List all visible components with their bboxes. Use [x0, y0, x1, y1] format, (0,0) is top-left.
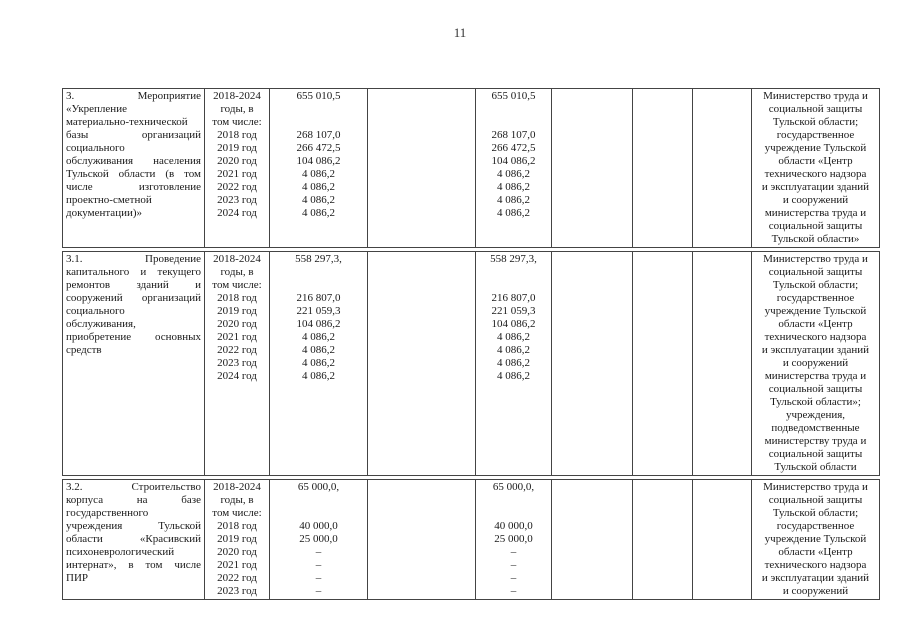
period-line: 2024 год	[217, 370, 257, 382]
executor-line: и эксплуатации зданий	[761, 344, 870, 356]
event-name-line: ПИР	[66, 572, 89, 584]
executor-line: социальной защиты	[768, 383, 863, 395]
period-cell	[205, 252, 270, 476]
funding-value: 266 472,5	[491, 142, 536, 154]
event-name-line: психоневрологический	[66, 546, 175, 558]
regional-budget-cell	[476, 89, 552, 248]
regional-budget-cell	[476, 252, 552, 476]
period-cell	[205, 480, 270, 600]
funding-value: 4 086,2	[302, 181, 335, 193]
executor-line: технического надзора	[764, 331, 867, 343]
executor-line: Министерство труда и	[763, 481, 868, 493]
event-name-cell	[63, 480, 205, 600]
funding-value	[479, 507, 548, 520]
period-line: 2023 год	[217, 585, 257, 597]
executor-line: технического надзора	[764, 168, 867, 180]
event-name-line: материально-технической	[66, 116, 188, 128]
period-line: 2021 год	[217, 331, 257, 343]
executor-line: государственное	[776, 292, 855, 304]
executor-line: Тульской области»	[771, 233, 860, 245]
table-row	[63, 89, 880, 248]
funding-value: 216 807,0	[296, 292, 341, 304]
event-name-line: 3.1. Проведение	[66, 253, 201, 265]
funding-value: 104 086,2	[296, 155, 341, 167]
period-line: 2021 год	[217, 168, 257, 180]
funding-value: 104 086,2	[491, 318, 536, 330]
empty-cell	[633, 480, 693, 600]
funding-value: 216 807,0	[491, 292, 536, 304]
period-line: том числе:	[212, 279, 262, 291]
executor-line: социальной защиты	[768, 103, 863, 115]
executor-line: области «Центр	[778, 546, 853, 558]
period-line: 2019 год	[217, 533, 257, 545]
period-line: 2018-2024	[213, 253, 261, 265]
period-line: 2020 год	[217, 318, 257, 330]
executor-line: и сооружений	[782, 194, 849, 206]
funding-value: 4 086,2	[302, 168, 335, 180]
period-line: 2019 год	[217, 142, 257, 154]
executor-line: социальной защиты	[768, 266, 863, 278]
funding-value: 4 086,2	[302, 194, 335, 206]
funding-value: 268 107,0	[491, 129, 536, 141]
funding-value: 4 086,2	[497, 168, 530, 180]
event-name-line: документации)»	[66, 207, 143, 219]
executor-line: и сооружений	[782, 585, 849, 597]
funding-value	[273, 266, 364, 279]
event-name-line: сооружений организаций	[66, 292, 201, 304]
funding-value: –	[315, 585, 322, 597]
event-name-line: проектно-сметной	[66, 194, 152, 206]
empty-cell	[633, 89, 693, 248]
executor-line: социальной защиты	[768, 220, 863, 232]
executor-line: и эксплуатации зданий	[761, 572, 870, 584]
event-name-line: базы организаций	[66, 129, 201, 141]
funding-value: 4 086,2	[302, 207, 335, 219]
page-number: 11	[453, 25, 467, 40]
total-funding-cell	[270, 252, 368, 476]
event-name-line: социального	[66, 142, 125, 154]
funding-value: –	[315, 546, 322, 558]
funding-value: 4 086,2	[497, 194, 530, 206]
executor-line: социальной защиты	[768, 448, 863, 460]
regional-budget-cell	[476, 480, 552, 600]
funding-value: 4 086,2	[302, 370, 335, 382]
event-name-cell	[63, 252, 205, 476]
funding-value: 25 000,0	[494, 533, 533, 545]
executor-cell	[752, 252, 880, 476]
executor-line: и сооружений	[782, 357, 849, 369]
executor-line: учреждение Тульской	[764, 305, 867, 317]
executor-line: Тульской области;	[772, 279, 859, 291]
executor-line: области «Центр	[778, 318, 853, 330]
executor-line: технического надзора	[764, 559, 867, 571]
table-row	[63, 480, 880, 600]
period-line: том числе:	[212, 116, 262, 128]
period-line: 2022 год	[217, 344, 257, 356]
executor-line: Тульской области;	[772, 507, 859, 519]
funding-value: 655 010,5	[491, 90, 536, 102]
empty-cell	[552, 252, 633, 476]
executor-line: учреждение Тульской	[764, 533, 867, 545]
period-line: 2018 год	[217, 292, 257, 304]
executor-line: и эксплуатации зданий	[761, 181, 870, 193]
funding-value: 4 086,2	[497, 181, 530, 193]
funding-value	[273, 494, 364, 507]
empty-cell	[693, 252, 752, 476]
funding-value: –	[510, 546, 517, 558]
total-funding-cell	[270, 480, 368, 600]
empty-cell	[693, 89, 752, 248]
funding-value: 655 010,5	[296, 90, 341, 102]
funding-value: –	[315, 572, 322, 584]
period-line: 2018 год	[217, 520, 257, 532]
event-name-line: числе изготовление	[66, 181, 201, 193]
period-line: том числе:	[212, 507, 262, 519]
empty-cell	[693, 480, 752, 600]
funding-value: 4 086,2	[497, 344, 530, 356]
executor-line: подведомственные	[771, 422, 860, 434]
executor-line: Министерство труда и	[763, 90, 868, 102]
period-line: 2022 год	[217, 572, 257, 584]
funding-value: 4 086,2	[497, 331, 530, 343]
empty-cell	[552, 89, 633, 248]
period-line: 2018-2024	[213, 481, 261, 493]
funding-value: –	[510, 585, 517, 597]
event-name-cell	[63, 89, 205, 248]
period-line: 2023 год	[217, 194, 257, 206]
empty-cell	[368, 252, 476, 476]
executor-line: социальной защиты	[768, 494, 863, 506]
empty-cell	[368, 480, 476, 600]
executor-line: Министерство труда и	[763, 253, 868, 265]
period-line: 2020 год	[217, 546, 257, 558]
period-line: 2024 год	[217, 207, 257, 219]
funding-value: 4 086,2	[302, 331, 335, 343]
funding-value: 40 000,0	[299, 520, 338, 532]
funding-value	[479, 116, 548, 129]
executor-line: Тульской области	[774, 461, 857, 473]
period-line: 2020 год	[217, 155, 257, 167]
executor-line: учреждения,	[785, 409, 846, 421]
period-line: годы, в	[220, 103, 254, 115]
executor-cell	[752, 89, 880, 248]
funding-value: 4 086,2	[302, 344, 335, 356]
funding-value: 221 059,3	[491, 305, 536, 317]
period-cell	[205, 89, 270, 248]
event-name-line: ремонтов зданий и	[66, 279, 201, 291]
funding-value	[273, 279, 364, 292]
funding-value: 4 086,2	[497, 357, 530, 369]
funding-value: –	[510, 572, 517, 584]
period-line: 2018-2024	[213, 90, 261, 102]
funding-value: 65 000,0,	[492, 481, 535, 493]
funding-value: 221 059,3	[296, 305, 341, 317]
period-line: 2018 год	[217, 129, 257, 141]
funding-value: 558 297,3,	[295, 253, 342, 265]
event-name-line: Тульской области (в том	[66, 168, 201, 180]
funding-value: 4 086,2	[302, 357, 335, 369]
funding-value	[273, 116, 364, 129]
event-name-line: области «Красивский	[66, 533, 201, 545]
event-name-line: интернат», в том числе	[66, 559, 201, 571]
empty-cell	[633, 252, 693, 476]
table-row	[63, 252, 880, 476]
funding-value	[479, 279, 548, 292]
executor-line: области «Центр	[778, 155, 853, 167]
period-line: 2019 год	[217, 305, 257, 317]
empty-cell	[368, 89, 476, 248]
event-name-line: 3.2. Строительство	[66, 481, 201, 493]
executor-line: министерства труда и	[764, 370, 867, 382]
funding-value: 4 086,2	[497, 207, 530, 219]
executor-line: государственное	[776, 520, 855, 532]
executor-line: Тульской области;	[772, 116, 859, 128]
funding-value: 65 000,0,	[297, 481, 340, 493]
total-funding-cell	[270, 89, 368, 248]
executor-line: Тульской области»;	[770, 396, 861, 408]
executor-line: государственное	[776, 129, 855, 141]
event-name-line: средств	[66, 344, 102, 356]
funding-value: 558 297,3,	[490, 253, 537, 265]
funding-value: 104 086,2	[491, 155, 536, 167]
executor-line: министерства труда и	[764, 207, 867, 219]
funding-value	[273, 103, 364, 116]
funding-value: 25 000,0	[299, 533, 338, 545]
event-name-line: обслуживания населения	[66, 155, 201, 167]
event-name-line: учреждения Тульской	[66, 520, 201, 532]
event-name-line: корпуса на базе	[66, 494, 201, 506]
funding-value: –	[510, 559, 517, 571]
period-line: годы, в	[220, 494, 254, 506]
period-line: годы, в	[220, 266, 254, 278]
period-line: 2021 год	[217, 559, 257, 571]
funding-value	[479, 103, 548, 116]
event-name-line: государственного	[66, 507, 149, 519]
executor-line: министерству труда и	[764, 435, 867, 447]
event-name-line: 3. Мероприятие	[66, 90, 201, 102]
funding-value: 104 086,2	[296, 318, 341, 330]
event-name-line: социального	[66, 305, 125, 317]
funding-value: 40 000,0	[494, 520, 533, 532]
period-line: 2022 год	[217, 181, 257, 193]
period-line: 2023 год	[217, 357, 257, 369]
empty-cell	[552, 480, 633, 600]
executor-cell	[752, 480, 880, 600]
funding-value	[273, 507, 364, 520]
funding-value: 4 086,2	[497, 370, 530, 382]
funding-value: 268 107,0	[296, 129, 341, 141]
event-name-line: «Укрепление	[66, 103, 127, 115]
funding-value: 266 472,5	[296, 142, 341, 154]
event-name-line: капитального и текущего	[66, 266, 201, 278]
funding-value	[479, 494, 548, 507]
event-name-line: приобретение основных	[66, 331, 201, 343]
funding-value: –	[315, 559, 322, 571]
event-name-line: обслуживания,	[66, 318, 136, 330]
funding-value	[479, 266, 548, 279]
executor-line: учреждение Тульской	[764, 142, 867, 154]
program-table	[62, 88, 880, 600]
